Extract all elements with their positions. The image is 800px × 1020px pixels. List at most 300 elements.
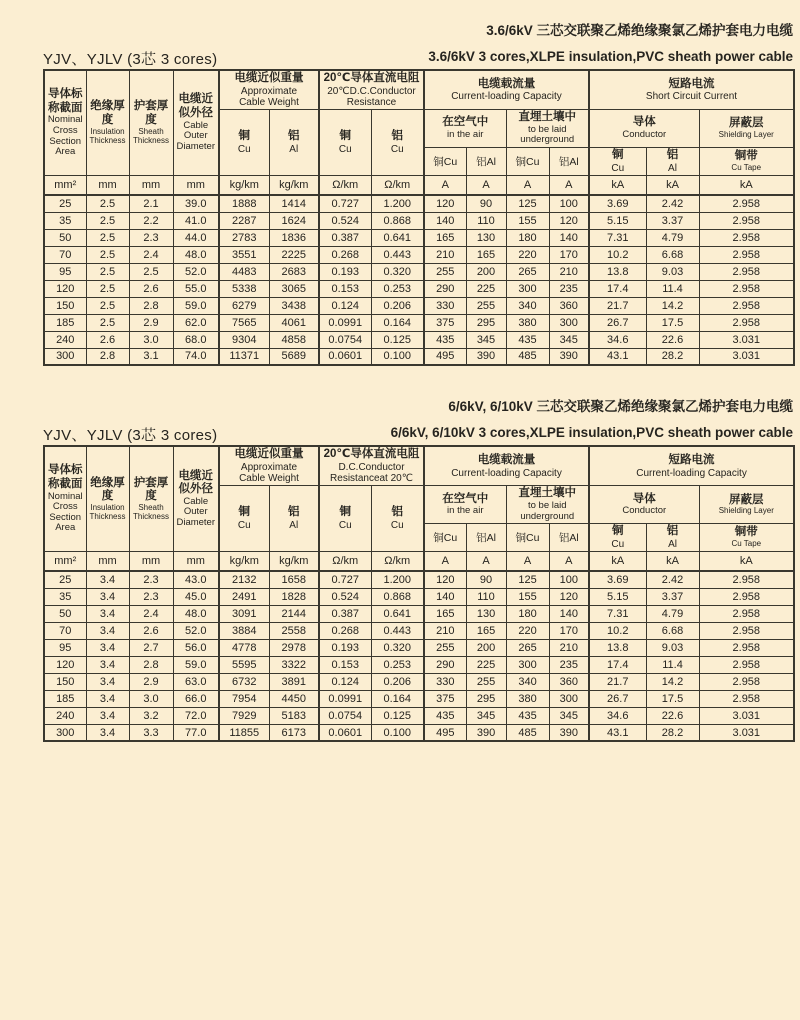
- table-cell: 4778: [219, 639, 269, 656]
- table-cell: 25: [44, 195, 86, 212]
- table-cell: 255: [424, 639, 466, 656]
- header-resistance-group: 20℃导体直流电阻 20℃D.C.Conductor Resistance: [319, 70, 424, 109]
- table-row: [44, 297, 794, 314]
- table-cell: 150: [44, 297, 86, 314]
- table-cell: 485: [506, 348, 549, 365]
- table-cell: 0.193: [319, 639, 371, 656]
- header-in-air: 在空气中 in the air: [424, 486, 506, 524]
- table-cell: 43.1: [589, 724, 646, 741]
- table-cell: 3.0: [129, 331, 173, 348]
- table-cell: 340: [506, 297, 549, 314]
- table-cell: 0.868: [371, 212, 424, 229]
- table-cell: 43.1: [589, 348, 646, 365]
- table-cell: 360: [549, 297, 589, 314]
- header-underground: 直埋土壤中 to be laid underground: [506, 110, 589, 148]
- table-cell: 375: [424, 690, 466, 707]
- table-cell: 3.4: [86, 571, 129, 588]
- table-cell: 170: [549, 622, 589, 639]
- table-cell: 120: [424, 571, 466, 588]
- table-cell: 3.031: [699, 331, 794, 348]
- header-nominal-section: [44, 70, 86, 175]
- table-cell: 26.7: [589, 690, 646, 707]
- table-row: [44, 724, 794, 741]
- table-cell: 90: [466, 571, 506, 588]
- table-cell: 345: [549, 707, 589, 724]
- table-cell: 6732: [219, 673, 269, 690]
- units-row: [44, 551, 794, 571]
- table-cell: 2.8: [129, 297, 173, 314]
- table-cell: 170: [549, 246, 589, 263]
- table-cell: 380: [506, 314, 549, 331]
- table-cell: 3.4: [86, 690, 129, 707]
- table-cell: 2.9: [129, 673, 173, 690]
- table-cell: 0.524: [319, 212, 371, 229]
- table-cell: 2.958: [699, 656, 794, 673]
- table-cell: 185: [44, 690, 86, 707]
- table-cell: 265: [506, 263, 549, 280]
- unit-cell: mm: [86, 551, 129, 571]
- table-cell: 2.6: [86, 331, 129, 348]
- table-cell: 2.9: [129, 314, 173, 331]
- unit-cell: kg/km: [269, 175, 319, 195]
- table-cell: 210: [549, 639, 589, 656]
- header-underground-al: 铝Al: [549, 147, 589, 175]
- table-cell: 2491: [219, 588, 269, 605]
- header-air-cu: 铜Cu: [424, 524, 466, 552]
- table-cell: 265: [506, 639, 549, 656]
- table-cell: 2978: [269, 639, 319, 656]
- table-cell: 21.7: [589, 297, 646, 314]
- table-cell: 155: [506, 588, 549, 605]
- table-cell: 2.958: [699, 297, 794, 314]
- table-cell: 125: [506, 195, 549, 212]
- table-cell: 240: [44, 707, 86, 724]
- table-cell: 5.15: [589, 212, 646, 229]
- table-cell: 2.3: [129, 229, 173, 246]
- table-cell: 0.164: [371, 690, 424, 707]
- table-cell: 180: [506, 229, 549, 246]
- table-cell: 2.2: [129, 212, 173, 229]
- table-cell: 345: [549, 331, 589, 348]
- table-cell: 7.31: [589, 605, 646, 622]
- header-conductor: 导体 Conductor: [589, 110, 699, 148]
- table-cell: 34.6: [589, 331, 646, 348]
- header-resistance-cu: 铜 Cu: [319, 110, 371, 176]
- table-cell: 13.8: [589, 263, 646, 280]
- table-cell: 74.0: [173, 348, 219, 365]
- header-insulation-thickness: 绝缘厚度 Insulation Thickness: [86, 446, 129, 551]
- table-cell: 11371: [219, 348, 269, 365]
- table-cell: 2.958: [699, 588, 794, 605]
- header-underground-cu: 铜Cu: [506, 147, 549, 175]
- header-underground-al: 铝Al: [549, 524, 589, 552]
- table-cell: 2.958: [699, 314, 794, 331]
- header-shielding-layer: 屏蔽层 Shielding Layer: [699, 110, 794, 148]
- table-cell: 0.125: [371, 331, 424, 348]
- table-cell: 3.1: [129, 348, 173, 365]
- unit-cell: Ω/km: [319, 551, 371, 571]
- table-cell: 0.0754: [319, 331, 371, 348]
- table-cell: 0.125: [371, 707, 424, 724]
- table-cell: 52.0: [173, 263, 219, 280]
- table-cell: 3.3: [129, 724, 173, 741]
- table-cell: 390: [549, 724, 589, 741]
- table-cell: 11.4: [646, 280, 699, 297]
- table-cell: 2.958: [699, 229, 794, 246]
- table-cell: 35: [44, 212, 86, 229]
- table-cell: 1836: [269, 229, 319, 246]
- table-cell: 3091: [219, 605, 269, 622]
- table-cell: 235: [549, 656, 589, 673]
- table-cell: 2.6: [129, 622, 173, 639]
- table-cell: 0.641: [371, 605, 424, 622]
- table-cell: 0.0754: [319, 707, 371, 724]
- table-cell: 300: [44, 348, 86, 365]
- table-cell: 2.5: [86, 246, 129, 263]
- table-cell: 7954: [219, 690, 269, 707]
- table-cell: 300: [506, 656, 549, 673]
- unit-cell: A: [506, 551, 549, 571]
- table-cell: 2225: [269, 246, 319, 263]
- header-underground: 直埋土壤中 to be laid underground: [506, 486, 589, 524]
- unit-cell: mm²: [44, 551, 86, 571]
- table-cell: 120: [44, 280, 86, 297]
- table-cell: 70: [44, 622, 86, 639]
- unit-cell: mm: [173, 551, 219, 571]
- table-cell: 5595: [219, 656, 269, 673]
- table-cell: 7929: [219, 707, 269, 724]
- table-cell: 0.387: [319, 229, 371, 246]
- unit-cell: mm²: [44, 175, 86, 195]
- table-cell: 0.641: [371, 229, 424, 246]
- table-cell: 485: [506, 724, 549, 741]
- table-cell: 3.031: [699, 724, 794, 741]
- unit-cell: A: [506, 175, 549, 195]
- table-cell: 120: [549, 212, 589, 229]
- table-cell: 210: [424, 246, 466, 263]
- table-cell: 290: [424, 280, 466, 297]
- table-cell: 3.69: [589, 195, 646, 212]
- table-cell: 9.03: [646, 263, 699, 280]
- unit-cell: kA: [646, 551, 699, 571]
- header-in-air: 在空气中 in the air: [424, 110, 506, 148]
- table-cell: 0.0991: [319, 690, 371, 707]
- table-cell: 2.5: [86, 297, 129, 314]
- header-resistance-group: 20℃导体直流电阻 D.C.Conductor Resistanceat 20℃: [319, 446, 424, 485]
- table-cell: 1414: [269, 195, 319, 212]
- table-cell: 17.5: [646, 314, 699, 331]
- table-cell: 2.42: [646, 195, 699, 212]
- table-cell: 2.5: [86, 280, 129, 297]
- header-weight-cu: 铜 Cu: [219, 110, 269, 176]
- header-weight-al: 铝 Al: [269, 486, 319, 552]
- table-cell: 2.4: [129, 605, 173, 622]
- model-label: YJV、YJLV (3芯 3 cores): [43, 427, 218, 445]
- table-cell: 3065: [269, 280, 319, 297]
- table-cell: 2.8: [129, 656, 173, 673]
- table-cell: 68.0: [173, 331, 219, 348]
- table-cell: 0.443: [371, 246, 424, 263]
- table-cell: 0.868: [371, 588, 424, 605]
- header-weight-al: 铝 Al: [269, 110, 319, 176]
- table-cell: 2.5: [129, 263, 173, 280]
- table-title-zh: 6/6kV, 6/10kV 三芯交联聚乙烯绝缘聚氯乙烯护套电力电缆: [448, 399, 793, 415]
- header-short-circuit-group: 短路电流 Current-loading Capacity: [589, 446, 794, 485]
- table-cell: 3.4: [86, 639, 129, 656]
- table-cell: 330: [424, 673, 466, 690]
- table-cell: 2.42: [646, 571, 699, 588]
- table-cell: 2.958: [699, 263, 794, 280]
- unit-cell: A: [549, 175, 589, 195]
- table-cell: 11855: [219, 724, 269, 741]
- table-cell: 100: [549, 195, 589, 212]
- header-cu-tape: 铜带 Cu Tape: [699, 524, 794, 552]
- table-cell: 0.727: [319, 195, 371, 212]
- table-cell: 1624: [269, 212, 319, 229]
- table-cell: 0.100: [371, 724, 424, 741]
- table-cell: 2.3: [129, 588, 173, 605]
- table-cell: 9304: [219, 331, 269, 348]
- table-row: [44, 331, 794, 348]
- unit-cell: A: [466, 551, 506, 571]
- header-nominal-zh: 导体标称截面: [48, 88, 83, 114]
- table-row: [44, 348, 794, 365]
- table-cell: 390: [466, 724, 506, 741]
- table-cell: 77.0: [173, 724, 219, 741]
- table-cell: 240: [44, 331, 86, 348]
- table-cell: 220: [506, 622, 549, 639]
- unit-cell: mm: [173, 175, 219, 195]
- unit-cell: Ω/km: [371, 175, 424, 195]
- table-cell: 2.1: [129, 195, 173, 212]
- table-row: [44, 571, 794, 588]
- header-conductor-cu: 铜 Cu: [589, 524, 646, 552]
- table-cell: 3.4: [86, 622, 129, 639]
- table-cell: 200: [466, 639, 506, 656]
- table-cell: 45.0: [173, 588, 219, 605]
- table-cell: 2.3: [129, 571, 173, 588]
- table-cell: 185: [44, 314, 86, 331]
- unit-cell: A: [424, 551, 466, 571]
- unit-cell: mm: [129, 175, 173, 195]
- table-cell: 225: [466, 280, 506, 297]
- table-cell: 2144: [269, 605, 319, 622]
- table-cell: 39.0: [173, 195, 219, 212]
- header-short-circuit-group: 短路电流 Short Circuit Current: [589, 70, 794, 109]
- table-cell: 0.443: [371, 622, 424, 639]
- table-row: [44, 314, 794, 331]
- table-cell: 70: [44, 246, 86, 263]
- table-cell: 35: [44, 588, 86, 605]
- table-cell: 11.4: [646, 656, 699, 673]
- table-cell: 55.0: [173, 280, 219, 297]
- unit-cell: kA: [646, 175, 699, 195]
- table-cell: 10.2: [589, 622, 646, 639]
- table-cell: 3.4: [86, 707, 129, 724]
- table-cell: 17.4: [589, 656, 646, 673]
- table-row: [44, 246, 794, 263]
- table-cell: 3.37: [646, 588, 699, 605]
- table-cell: 300: [549, 314, 589, 331]
- table-cell: 0.387: [319, 605, 371, 622]
- table-cell: 1828: [269, 588, 319, 605]
- table-cell: 5689: [269, 348, 319, 365]
- unit-cell: kA: [589, 551, 646, 571]
- table-cell: 2.5: [86, 229, 129, 246]
- header-air-cu: 铜Cu: [424, 147, 466, 175]
- table-cell: 2.958: [699, 690, 794, 707]
- table-cell: 140: [549, 229, 589, 246]
- table-cell: 1888: [219, 195, 269, 212]
- table-cell: 2.5: [86, 263, 129, 280]
- header-cable-diameter: 电缆近似外径 Cable Outer Diameter: [173, 70, 219, 175]
- unit-cell: mm: [86, 175, 129, 195]
- table-cell: 0.124: [319, 673, 371, 690]
- table-cell: 90: [466, 195, 506, 212]
- table-cell: 2.7: [129, 639, 173, 656]
- table-row: [44, 707, 794, 724]
- table-body: [44, 571, 794, 741]
- section-3-6kv: [43, 22, 793, 366]
- table-cell: 52.0: [173, 622, 219, 639]
- table-title-en: 3.6/6kV 3 cores,XLPE insulation,PVC sheath power cable: [428, 49, 793, 65]
- table-cell: 165: [466, 622, 506, 639]
- header-air-al: 铝Al: [466, 524, 506, 552]
- table-cell: 255: [424, 263, 466, 280]
- table-cell: 59.0: [173, 297, 219, 314]
- section-6-10kv: [43, 398, 793, 742]
- table-cell: 2.958: [699, 673, 794, 690]
- table-cell: 1.200: [371, 571, 424, 588]
- table-row: [44, 622, 794, 639]
- table-cell: 6.68: [646, 246, 699, 263]
- table-row: [44, 212, 794, 229]
- header-conductor-cu: 铜 Cu: [589, 147, 646, 175]
- header-resistance-al: 铝 Cu: [371, 486, 424, 552]
- table-cell: 28.2: [646, 348, 699, 365]
- table-cell: 3.69: [589, 571, 646, 588]
- table-cell: 140: [549, 605, 589, 622]
- table-cell: 48.0: [173, 605, 219, 622]
- table-cell: 6.68: [646, 622, 699, 639]
- table-body: [44, 195, 794, 365]
- header-conductor-al: 铝 Al: [646, 524, 699, 552]
- table-cell: 210: [549, 263, 589, 280]
- table-cell: 435: [424, 707, 466, 724]
- table-cell: 0.524: [319, 588, 371, 605]
- table-cell: 66.0: [173, 690, 219, 707]
- table-cell: 200: [466, 263, 506, 280]
- table-cell: 41.0: [173, 212, 219, 229]
- table-cell: 3322: [269, 656, 319, 673]
- unit-cell: A: [424, 175, 466, 195]
- table-cell: 5183: [269, 707, 319, 724]
- table-cell: 2783: [219, 229, 269, 246]
- table-cell: 62.0: [173, 314, 219, 331]
- table-cell: 295: [466, 690, 506, 707]
- header-shielding-layer: 屏蔽层 Shielding Layer: [699, 486, 794, 524]
- table-cell: 495: [424, 724, 466, 741]
- table-cell: 0.100: [371, 348, 424, 365]
- table-cell: 0.268: [319, 622, 371, 639]
- table-cell: 2.8: [86, 348, 129, 365]
- table-cell: 50: [44, 605, 86, 622]
- table-cell: 2287: [219, 212, 269, 229]
- table-cell: 3.031: [699, 707, 794, 724]
- table-cell: 330: [424, 297, 466, 314]
- unit-cell: Ω/km: [371, 551, 424, 571]
- header-cable-diameter: 电缆近似外径 Cable Outer Diameter: [173, 446, 219, 551]
- table-cell: 21.7: [589, 673, 646, 690]
- table-cell: 50: [44, 229, 86, 246]
- table-cell: 2.958: [699, 639, 794, 656]
- header-nominal-en: Nominal Cross Section Area: [47, 114, 83, 158]
- table-cell: 3.4: [86, 588, 129, 605]
- table-cell: 295: [466, 314, 506, 331]
- table-cell: 345: [466, 707, 506, 724]
- table-cell: 56.0: [173, 639, 219, 656]
- table-cell: 3.4: [86, 673, 129, 690]
- table-cell: 59.0: [173, 656, 219, 673]
- table-cell: 3551: [219, 246, 269, 263]
- table-cell: 165: [466, 246, 506, 263]
- table-cell: 3.031: [699, 348, 794, 365]
- header-current-group: 电缆载流量 Current-loading Capacity: [424, 70, 589, 109]
- table-cell: 165: [424, 605, 466, 622]
- table-cell: 100: [549, 571, 589, 588]
- table-cell: 10.2: [589, 246, 646, 263]
- header-nominal-section: 导体标称截面 Nominal Cross Section Area: [44, 446, 86, 551]
- table-cell: 2132: [219, 571, 269, 588]
- table-cell: 225: [466, 656, 506, 673]
- table-cell: 300: [44, 724, 86, 741]
- table-cell: 3.4: [86, 724, 129, 741]
- table-cell: 1658: [269, 571, 319, 588]
- unit-cell: mm: [129, 551, 173, 571]
- table-cell: 110: [466, 588, 506, 605]
- table-cell: 165: [424, 229, 466, 246]
- unit-cell: A: [466, 175, 506, 195]
- header-conductor: 导体 Conductor: [589, 486, 699, 524]
- table-cell: 4.79: [646, 605, 699, 622]
- table-cell: 390: [466, 348, 506, 365]
- table-cell: 2.5: [86, 314, 129, 331]
- header-current-group: 电缆载流量 Current-loading Capacity: [424, 446, 589, 485]
- table-cell: 14.2: [646, 297, 699, 314]
- table-row: [44, 656, 794, 673]
- table-cell: 0.153: [319, 656, 371, 673]
- unit-cell: kg/km: [269, 551, 319, 571]
- unit-cell: Ω/km: [319, 175, 371, 195]
- header-insulation-thickness: 绝缘厚度 Insulation Thickness: [86, 70, 129, 175]
- model-label: YJV、YJLV (3芯 3 cores): [43, 51, 218, 69]
- table-cell: 155: [506, 212, 549, 229]
- table-cell: 17.4: [589, 280, 646, 297]
- table-cell: 72.0: [173, 707, 219, 724]
- table-cell: 2.958: [699, 195, 794, 212]
- header-weight-group: 电缆近似重量 Approximate Cable Weight: [219, 446, 319, 485]
- table-cell: 255: [466, 297, 506, 314]
- unit-cell: kA: [589, 175, 646, 195]
- table-cell: 235: [549, 280, 589, 297]
- table-row: [44, 588, 794, 605]
- table-cell: 2.6: [129, 280, 173, 297]
- table-cell: 435: [424, 331, 466, 348]
- table-cell: 34.6: [589, 707, 646, 724]
- spec-table-3-6kv: [43, 69, 795, 366]
- table-cell: 4483: [219, 263, 269, 280]
- table-cell: 0.153: [319, 280, 371, 297]
